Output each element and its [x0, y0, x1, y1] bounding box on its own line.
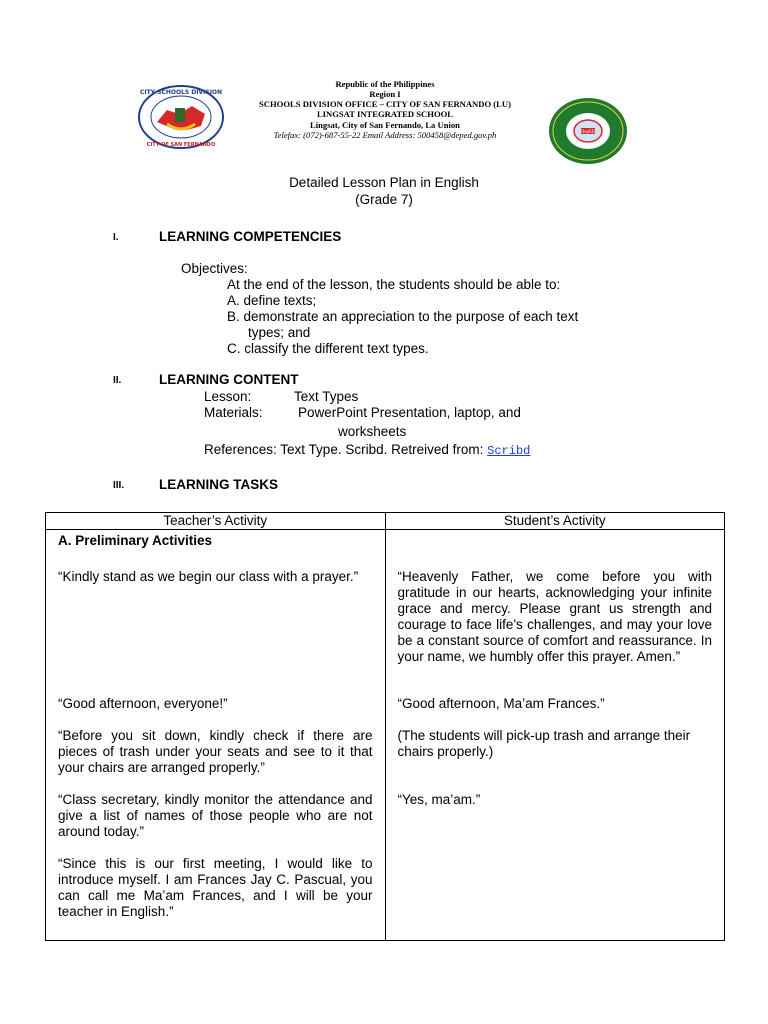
student-activity-header: Student’s Activity — [385, 513, 725, 530]
student-line-greeting: “Good afternoon, Ma’am Frances.” — [397, 696, 605, 711]
teacher-column — [46, 530, 386, 941]
student-column — [385, 530, 725, 941]
materials-label: Materials: — [204, 405, 263, 420]
lesson-value: Text Types — [294, 389, 359, 404]
table-row — [46, 530, 725, 941]
student-line-prayer: “Heavenly Father, we come before you with gratitude in our hearts, acknowledging your infinite grace and mercy. Please grant us strength and courage to face life's challenges, and may your love be a constant source of comfort and reassurance. In your name, we humbly offer this prayer. Amen.” — [397, 569, 712, 664]
objectives-intro: At the end of the lesson, the students should be able to: — [227, 277, 561, 292]
svg-text:DepED: DepED — [581, 129, 595, 134]
section-3-number: III. — [113, 480, 125, 491]
learning-tasks-table — [45, 512, 725, 941]
scribd-link[interactable]: Scribd — [487, 444, 531, 458]
objective-b-cont: types; and — [248, 325, 311, 340]
references-text — [204, 442, 530, 459]
svg-text:CITY OF SAN FERNANDO: CITY OF SAN FERNANDO — [146, 142, 216, 148]
teacher-line-introduction: “Since this is our first meeting, I would like to introduce myself. I am Frances Jay C. Pascual, you can call me Ma’am Frances, and I will be your teacher in English.” — [58, 856, 373, 919]
student-line-attendance: “Yes, ma’am.” — [397, 792, 481, 807]
table-header-row — [46, 513, 725, 530]
svg-text:CITY SCHOOLS DIVISION: CITY SCHOOLS DIVISION — [139, 89, 223, 96]
teacher-line-prayer: “Kindly stand as we begin our class with a prayer.” — [58, 569, 359, 584]
objective-a: A. define texts; — [227, 293, 317, 308]
objectives-label: Objectives: — [181, 261, 248, 276]
document-title: Detailed Lesson Plan in English — [289, 175, 479, 190]
preliminary-activities-heading: A. Preliminary Activities — [58, 533, 213, 548]
document-grade: (Grade 7) — [355, 192, 413, 207]
section-2-heading: LEARNING CONTENT — [159, 372, 299, 387]
student-line-trash: (The students will pick-up trash and arrange their chairs properly.) — [397, 728, 691, 759]
teacher-line-greeting: “Good afternoon, everyone!” — [58, 696, 228, 711]
objective-c: C. classify the different text types. — [227, 341, 429, 356]
section-1-heading: LEARNING COMPETENCIES — [159, 229, 342, 244]
section-3-heading: LEARNING TASKS — [159, 477, 279, 492]
lesson-label: Lesson: — [204, 389, 252, 404]
teacher-activity-header: Teacher’s Activity — [46, 513, 386, 530]
header-school-name: LINGSAT INTEGRATED SCHOOL — [316, 109, 454, 119]
references-label: References: Text Type. Scribd. Retreived from: — [204, 442, 484, 457]
header-contact: Telefax: (072)-687-55-22 Email Address: 500458@deped.gov.ph — [273, 130, 497, 140]
header-division-office: SCHOOLS DIVISION OFFICE – CITY OF SAN FERNANDO (LU) — [259, 99, 511, 109]
header-republic: Republic of the Philippines — [335, 79, 435, 89]
header-address: Lingsat, City of San Fernando, La Union — [310, 120, 460, 130]
header-region: Region I — [369, 89, 401, 99]
materials-line1: PowerPoint Presentation, laptop, and — [298, 405, 521, 420]
teacher-line-trash: “Before you sit down, kindly check if there are pieces of trash under your seats and see to it that your chairs are arranged properly.” — [58, 728, 373, 775]
teacher-line-attendance: “Class secretary, kindly monitor the attendance and give a list of names of those people who are not around today.” — [58, 792, 373, 839]
objective-b: B. demonstrate an appreciation to the purpose of each text — [227, 309, 579, 324]
section-2-number: II. — [113, 375, 122, 386]
section-1-number: I. — [113, 232, 119, 243]
materials-line2: worksheets — [338, 424, 407, 439]
